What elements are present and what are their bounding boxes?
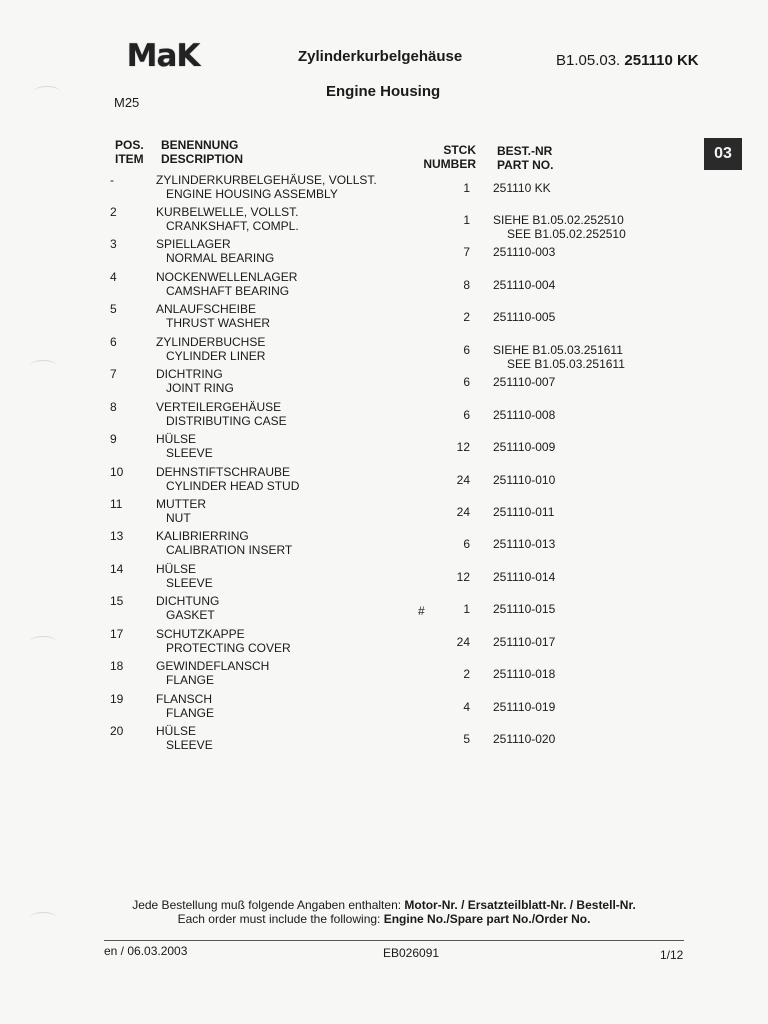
part-number: SIEHE B1.05.02.252510 [493, 213, 624, 227]
part-number: 251110-003 [493, 245, 556, 259]
quantity: 8 [463, 278, 470, 292]
quantity: 7 [463, 245, 470, 259]
item-position: 15 [110, 594, 124, 608]
table-row [0, 432, 768, 466]
table-row [0, 270, 768, 304]
note-mark: # [418, 604, 425, 618]
table-row [0, 367, 768, 401]
footer-divider [104, 940, 684, 941]
item-position: 6 [110, 335, 117, 349]
description-de: DICHTUNG [156, 594, 220, 608]
description-de: HÜLSE [156, 432, 197, 446]
description-en: NUT [166, 511, 191, 525]
part-number: 251110-018 [493, 667, 556, 681]
item-position: 18 [110, 659, 124, 673]
notice-en-prefix: Each order must include the following: [177, 912, 384, 926]
description-de: DEHNSTIFTSCHRAUBE [156, 465, 291, 479]
part-number: 251110 KK [493, 181, 551, 195]
doc-ref-number: 251110 KK [624, 52, 699, 69]
notice-de-bold: Motor-Nr. / Ersatzteilblatt-Nr. / Bestell-Nr. [404, 898, 636, 912]
notice-de-prefix: Jede Bestellung muß folgende Angaben enthalten: [132, 898, 405, 912]
table-row [0, 302, 768, 336]
notice-en-bold: Engine No./Spare part No./Order No. [383, 912, 591, 926]
pos-header-en: ITEM [115, 152, 144, 166]
desc-header-de: BENENNUNG [161, 138, 239, 152]
item-position: 11 [110, 497, 123, 511]
table-row [0, 692, 768, 726]
part-header-de: BEST.-NR [497, 144, 553, 158]
part-header-en: PART NO. [497, 158, 554, 172]
table-row [0, 659, 768, 693]
column-header-pos [115, 138, 144, 166]
part-number-secondary: SEE B1.05.02.252510 [507, 227, 626, 241]
table-row [0, 465, 768, 499]
description-en: CALIBRATION INSERT [166, 543, 293, 557]
part-number: 251110-015 [493, 602, 556, 616]
description-de: NOCKENWELLENLAGER [156, 270, 298, 284]
description-en: FLANGE [166, 673, 215, 687]
footer-page-number: 1/12 [660, 948, 684, 962]
description-en: CYLINDER HEAD STUD [166, 479, 300, 493]
table-row [0, 335, 768, 369]
quantity: 5 [463, 732, 470, 746]
quantity: 12 [456, 570, 470, 584]
description-de: MUTTER [156, 497, 206, 511]
description-en: JOINT RING [166, 381, 234, 395]
item-position: 10 [110, 465, 124, 479]
mak-logo [112, 40, 214, 72]
quantity: 6 [463, 375, 470, 389]
part-number: 251110-008 [493, 408, 556, 422]
item-position: 5 [110, 302, 117, 316]
description-de: KURBELWELLE, VOLLST. [156, 205, 299, 219]
description-de: DICHTRING [156, 367, 223, 381]
part-number: 251110-007 [493, 375, 556, 389]
description-en: PROTECTING COVER [166, 641, 291, 655]
quantity: 24 [456, 505, 470, 519]
item-position: 7 [110, 367, 117, 381]
description-en: CRANKSHAFT, COMPL. [166, 219, 299, 233]
quantity: 1 [463, 181, 470, 195]
part-number-secondary: SEE B1.05.03.251611 [507, 357, 625, 371]
part-number: 251110-004 [493, 278, 556, 292]
footer-doc-code: EB026091 [383, 946, 440, 960]
qty-header-en: NUMBER [423, 157, 476, 171]
description-en: THRUST WASHER [166, 316, 271, 330]
description-en: DISTRIBUTING CASE [166, 414, 287, 428]
table-row [0, 594, 768, 628]
title-german: Zylinderkurbelgehäuse [298, 48, 463, 65]
description-de: ANLAUFSCHEIBE [156, 302, 257, 316]
table-row [0, 205, 768, 239]
quantity: 24 [456, 473, 470, 487]
item-position: 4 [110, 270, 117, 284]
description-en: SLEEVE [166, 738, 213, 752]
description-de: ZYLINDERKURBELGEHÄUSE, VOLLST. [156, 173, 377, 187]
table-row [0, 173, 768, 207]
description-en: GASKET [166, 608, 215, 622]
part-number: 251110-019 [493, 700, 556, 714]
quantity: 12 [456, 440, 470, 454]
column-header-part-number [497, 144, 553, 172]
description-en: FLANGE [166, 706, 215, 720]
engine-model: M25 [114, 95, 140, 110]
footer-date: en / 06.03.2003 [104, 944, 188, 958]
quantity: 6 [463, 343, 470, 357]
item-position: 13 [110, 529, 124, 543]
part-number: 251110-009 [493, 440, 556, 454]
description-de: GEWINDEFLANSCH [156, 659, 270, 673]
part-number: 251110-005 [493, 310, 556, 324]
part-number: 251110-014 [493, 570, 556, 584]
description-de: SCHUTZKAPPE [156, 627, 245, 641]
part-number: 251110-010 [493, 473, 556, 487]
item-position: 19 [110, 692, 124, 706]
quantity: 1 [463, 213, 470, 227]
description-de: HÜLSE [156, 724, 197, 738]
item-position: 2 [110, 205, 117, 219]
description-de: ZYLINDERBUCHSE [156, 335, 266, 349]
order-notice-german [0, 898, 768, 912]
description-en: CYLINDER LINER [166, 349, 266, 363]
punch-mark [34, 86, 60, 97]
title-english: Engine Housing [326, 83, 441, 100]
table-row [0, 724, 768, 758]
part-number: 251110-013 [493, 537, 556, 551]
part-number: 251110-020 [493, 732, 556, 746]
qty-header-de: STCK [443, 143, 476, 157]
description-de: KALIBRIERRING [156, 529, 249, 543]
column-header-quantity [420, 143, 476, 171]
description-de: SPIELLAGER [156, 237, 231, 251]
order-notice-english [0, 912, 768, 926]
pos-header-de: POS. [115, 138, 144, 152]
quantity: 2 [463, 667, 470, 681]
description-en: NORMAL BEARING [166, 251, 275, 265]
item-position: 9 [110, 432, 117, 446]
item-position: 8 [110, 400, 117, 414]
item-position: 20 [110, 724, 124, 738]
table-row [0, 627, 768, 661]
table-row [0, 562, 768, 596]
quantity: 6 [463, 537, 470, 551]
section-tab: 03 [704, 138, 742, 170]
document-reference [556, 52, 699, 69]
description-de: FLANSCH [156, 692, 213, 706]
quantity: 6 [463, 408, 470, 422]
description-de: VERTEILERGEHÄUSE [156, 400, 282, 414]
doc-ref-prefix: B1.05.03. [556, 52, 621, 69]
desc-header-en: DESCRIPTION [161, 152, 244, 166]
item-position: 14 [110, 562, 124, 576]
description-de: HÜLSE [156, 562, 197, 576]
item-position: - [110, 173, 114, 187]
description-en: SLEEVE [166, 576, 213, 590]
table-row [0, 529, 768, 563]
part-number: 251110-017 [493, 635, 556, 649]
table-row [0, 400, 768, 434]
logo-text: MaK [126, 38, 200, 74]
item-position: 17 [110, 627, 124, 641]
description-en: SLEEVE [166, 446, 213, 460]
part-number: 251110-011 [493, 505, 555, 519]
description-en: ENGINE HOUSING ASSEMBLY [166, 187, 338, 201]
quantity: 2 [463, 310, 470, 324]
table-row [0, 237, 768, 271]
column-header-description [161, 138, 243, 166]
quantity: 1 [463, 602, 470, 616]
table-row [0, 497, 768, 531]
part-number: SIEHE B1.05.03.251611 [493, 343, 623, 357]
item-position: 3 [110, 237, 117, 251]
description-en: CAMSHAFT BEARING [166, 284, 290, 298]
quantity: 4 [463, 700, 470, 714]
quantity: 24 [456, 635, 470, 649]
